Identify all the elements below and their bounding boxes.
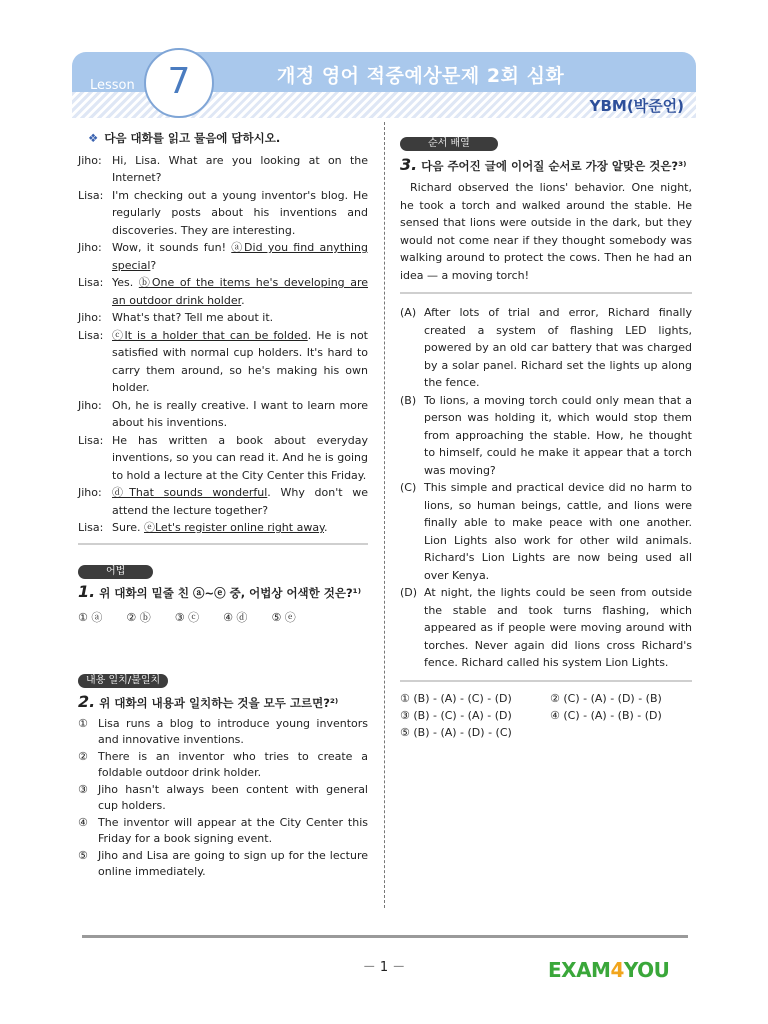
q3-paragraph: (D) At night, the lights could be seen from outside the stable and took turns flashing, which appeared as if people were moving around with torches. Never again did lions cross Richard's fence. Richard called his system Lion Lights.: [400, 586, 692, 669]
dialogue-text: [112, 327, 368, 397]
q2-options: [78, 716, 368, 880]
dialogue-text: [112, 239, 368, 274]
q2-option[interactable]: ① Lisa runs a blog to introduce young inventors and innovative inventions.: [78, 717, 368, 746]
dialogue-line: [78, 484, 368, 519]
diamond-bullet-icon: ❖: [88, 131, 99, 145]
text-segment: Sure.: [112, 521, 144, 534]
dialogue-text: [112, 432, 368, 485]
q1-category-tag: 어법: [78, 565, 153, 579]
q3-title: [400, 156, 692, 176]
left-column: [78, 130, 368, 880]
q3-number: 3.: [400, 154, 418, 174]
lesson-number-badge: 7: [144, 48, 214, 118]
text-segment: ?: [150, 258, 157, 272]
column-divider: [384, 122, 385, 908]
text-segment: Oh, he is really creative. I want to learn more about his inventions.: [112, 398, 368, 429]
dialogue-text: [112, 187, 368, 240]
underlined-phrase: ⓓThat sounds wonderful: [112, 486, 268, 499]
dialogue-line: [78, 432, 368, 485]
q3-option[interactable]: ① (B) - (A) - (C) - (D): [400, 691, 512, 705]
dialogue-text: [112, 484, 368, 519]
underlined-phrase: ⓐDid you find anything special: [112, 241, 368, 272]
dialogue-text: [112, 397, 368, 432]
dialogue-line: [78, 309, 368, 327]
speaker-label: Jiho:: [78, 486, 102, 499]
q2-option[interactable]: ③ Jiho hasn't always been content with general cup holders.: [78, 783, 368, 812]
q3-paragraph: (A) After lots of trial and error, Richard finally created a system of flashing LED lights, powered by an old car battery that was charged by a solar panel. Richard set the lights up along the fence.: [400, 306, 692, 389]
q3-options: [400, 690, 692, 741]
brand-logo: [548, 958, 669, 982]
q1-prompt: 위 대화의 밑줄 친 ⓐ~ⓔ 중, 어법상 어색한 것은?¹⁾: [99, 586, 362, 600]
instruction-text: 다음 대화를 읽고 물음에 답하시오.: [104, 131, 281, 145]
speaker-label: Lisa:: [78, 328, 104, 342]
dialogue: [78, 152, 368, 537]
dialogue-line: [78, 152, 368, 187]
section-separator: [400, 680, 692, 682]
dialogue-text: [112, 274, 368, 309]
text-segment: Wow, it sounds fun!: [112, 241, 232, 254]
dialogue-line: [78, 187, 368, 240]
author-label: YBM(박준언): [589, 97, 684, 115]
lesson-label: Lesson: [90, 78, 135, 93]
dialogue-text: [112, 309, 368, 327]
dialogue-line: [78, 239, 368, 274]
q2-option[interactable]: ② There is an inventor who tries to create a foldable outdoor drink holder.: [78, 750, 368, 779]
text-segment: Yes.: [112, 276, 139, 289]
text-segment: I'm checking out a young inventor's blog. He regularly posts about his inventions and discoveries. They are interesting.: [112, 188, 368, 237]
footer-rule: [82, 935, 688, 938]
q3-prompt: 다음 주어진 글에 이어질 순서로 가장 알맞은 것은?³⁾: [421, 158, 687, 173]
q1-option[interactable]: ③ ⓒ: [174, 610, 200, 624]
dialogue-line: [78, 274, 368, 309]
speaker-label: Jiho:: [78, 241, 102, 254]
page-title: 개정 영어 적중예상문제 2회 심화: [277, 65, 565, 87]
section-separator: [78, 543, 368, 545]
q1-title: [78, 583, 368, 603]
q3-option[interactable]: ③ (B) - (C) - (A) - (D): [400, 708, 512, 722]
q3-paragraph: (C) This simple and practical device did no harm to lions, so human beings, cattle, and lions were finally able to make peace with one another. Lion Lights also work for other wild animals. Richard's Lion Lights are now being used all over Kenya.: [400, 481, 692, 582]
speaker-label: Jiho:: [78, 398, 102, 412]
speaker-label: Lisa:: [78, 433, 104, 447]
text-segment: He has written a book about everyday inventions, so you can read it. And he is going to hold a lecture at the City Center this Friday.: [112, 433, 368, 482]
text-segment: .: [241, 293, 245, 307]
q3-paragraphs: [400, 304, 692, 672]
speaker-label: Jiho:: [78, 311, 102, 324]
page-header: [72, 52, 696, 122]
q3-option[interactable]: ⑤ (B) - (A) - (D) - (C): [400, 725, 512, 739]
q2-category-tag: 내용 일치/불일치: [78, 674, 168, 688]
q1-options: [78, 609, 368, 627]
underlined-phrase: ⓒIt is a holder that can be folded: [112, 328, 308, 342]
q2-title: [78, 693, 368, 713]
section-separator: [400, 292, 692, 294]
dialogue-line: [78, 327, 368, 397]
q2-option[interactable]: ⑤ Jiho and Lisa are going to sign up for the lecture online immediately.: [78, 849, 368, 878]
dialogue-line: [78, 397, 368, 432]
q3-passage: Richard observed the lions' behavior. One night, he took a torch and walked around the stable. He sensed that lions were outside in the dark, but they would not come near if they thought somebody was walking around to protect the cows. Then he had an idea — a moving torch!: [400, 181, 692, 282]
right-column: [400, 134, 692, 741]
brand-part: EXAM: [548, 958, 611, 982]
underlined-phrase: ⓑOne of the items he's developing are an outdoor drink holder: [112, 276, 368, 307]
brand-part: 4: [610, 958, 624, 982]
underlined-phrase: ⓔLet's register online right away: [144, 521, 324, 534]
text-segment: . He is not satisfied with normal cup holders. It's hard to carry them around, so he's making his own holder.: [112, 328, 368, 394]
text-segment: Hi, Lisa. What are you looking at on the Internet?: [112, 153, 368, 184]
page-number: － 1 －: [362, 960, 406, 975]
q1-option[interactable]: ⑤ ⓔ: [271, 610, 296, 624]
text-segment: .: [324, 521, 328, 534]
dialogue-line: [78, 519, 368, 537]
text-segment: What's that? Tell me about it.: [112, 311, 274, 324]
speaker-label: Lisa:: [78, 521, 104, 534]
speaker-label: Lisa:: [78, 188, 104, 202]
speaker-label: Jiho:: [78, 153, 102, 167]
q3-category-tag: 순서 배열: [400, 137, 498, 151]
q1-option[interactable]: ① ⓐ: [78, 610, 103, 624]
instruction: [88, 130, 368, 148]
q1-option[interactable]: ② ⓑ: [126, 610, 151, 624]
dialogue-text: [112, 152, 368, 187]
q3-paragraph: (B) To lions, a moving torch could only mean that a person was holding it, which would stop them from approaching the stable. How, he thought to himself, could he make it appear that a torch was moving?: [400, 393, 692, 477]
q2-number: 2.: [78, 691, 96, 711]
q2-option[interactable]: ④ The inventor will appear at the City Center this Friday for a book signing event.: [78, 816, 368, 845]
q3-option[interactable]: ② (C) - (A) - (D) - (B): [550, 691, 662, 705]
q2-prompt: 위 대화의 내용과 일치하는 것을 모두 고르면?²⁾: [99, 695, 339, 710]
text-segment: . Why don't we attend the lecture together?: [112, 486, 368, 517]
dialogue-text: [112, 519, 368, 537]
q3-option[interactable]: ④ (C) - (A) - (B) - (D): [550, 708, 662, 722]
speaker-label: Lisa:: [78, 276, 104, 289]
brand-part: YOU: [623, 958, 670, 982]
q1-number: 1.: [78, 582, 96, 601]
q1-option[interactable]: ④ ⓓ: [223, 610, 248, 624]
